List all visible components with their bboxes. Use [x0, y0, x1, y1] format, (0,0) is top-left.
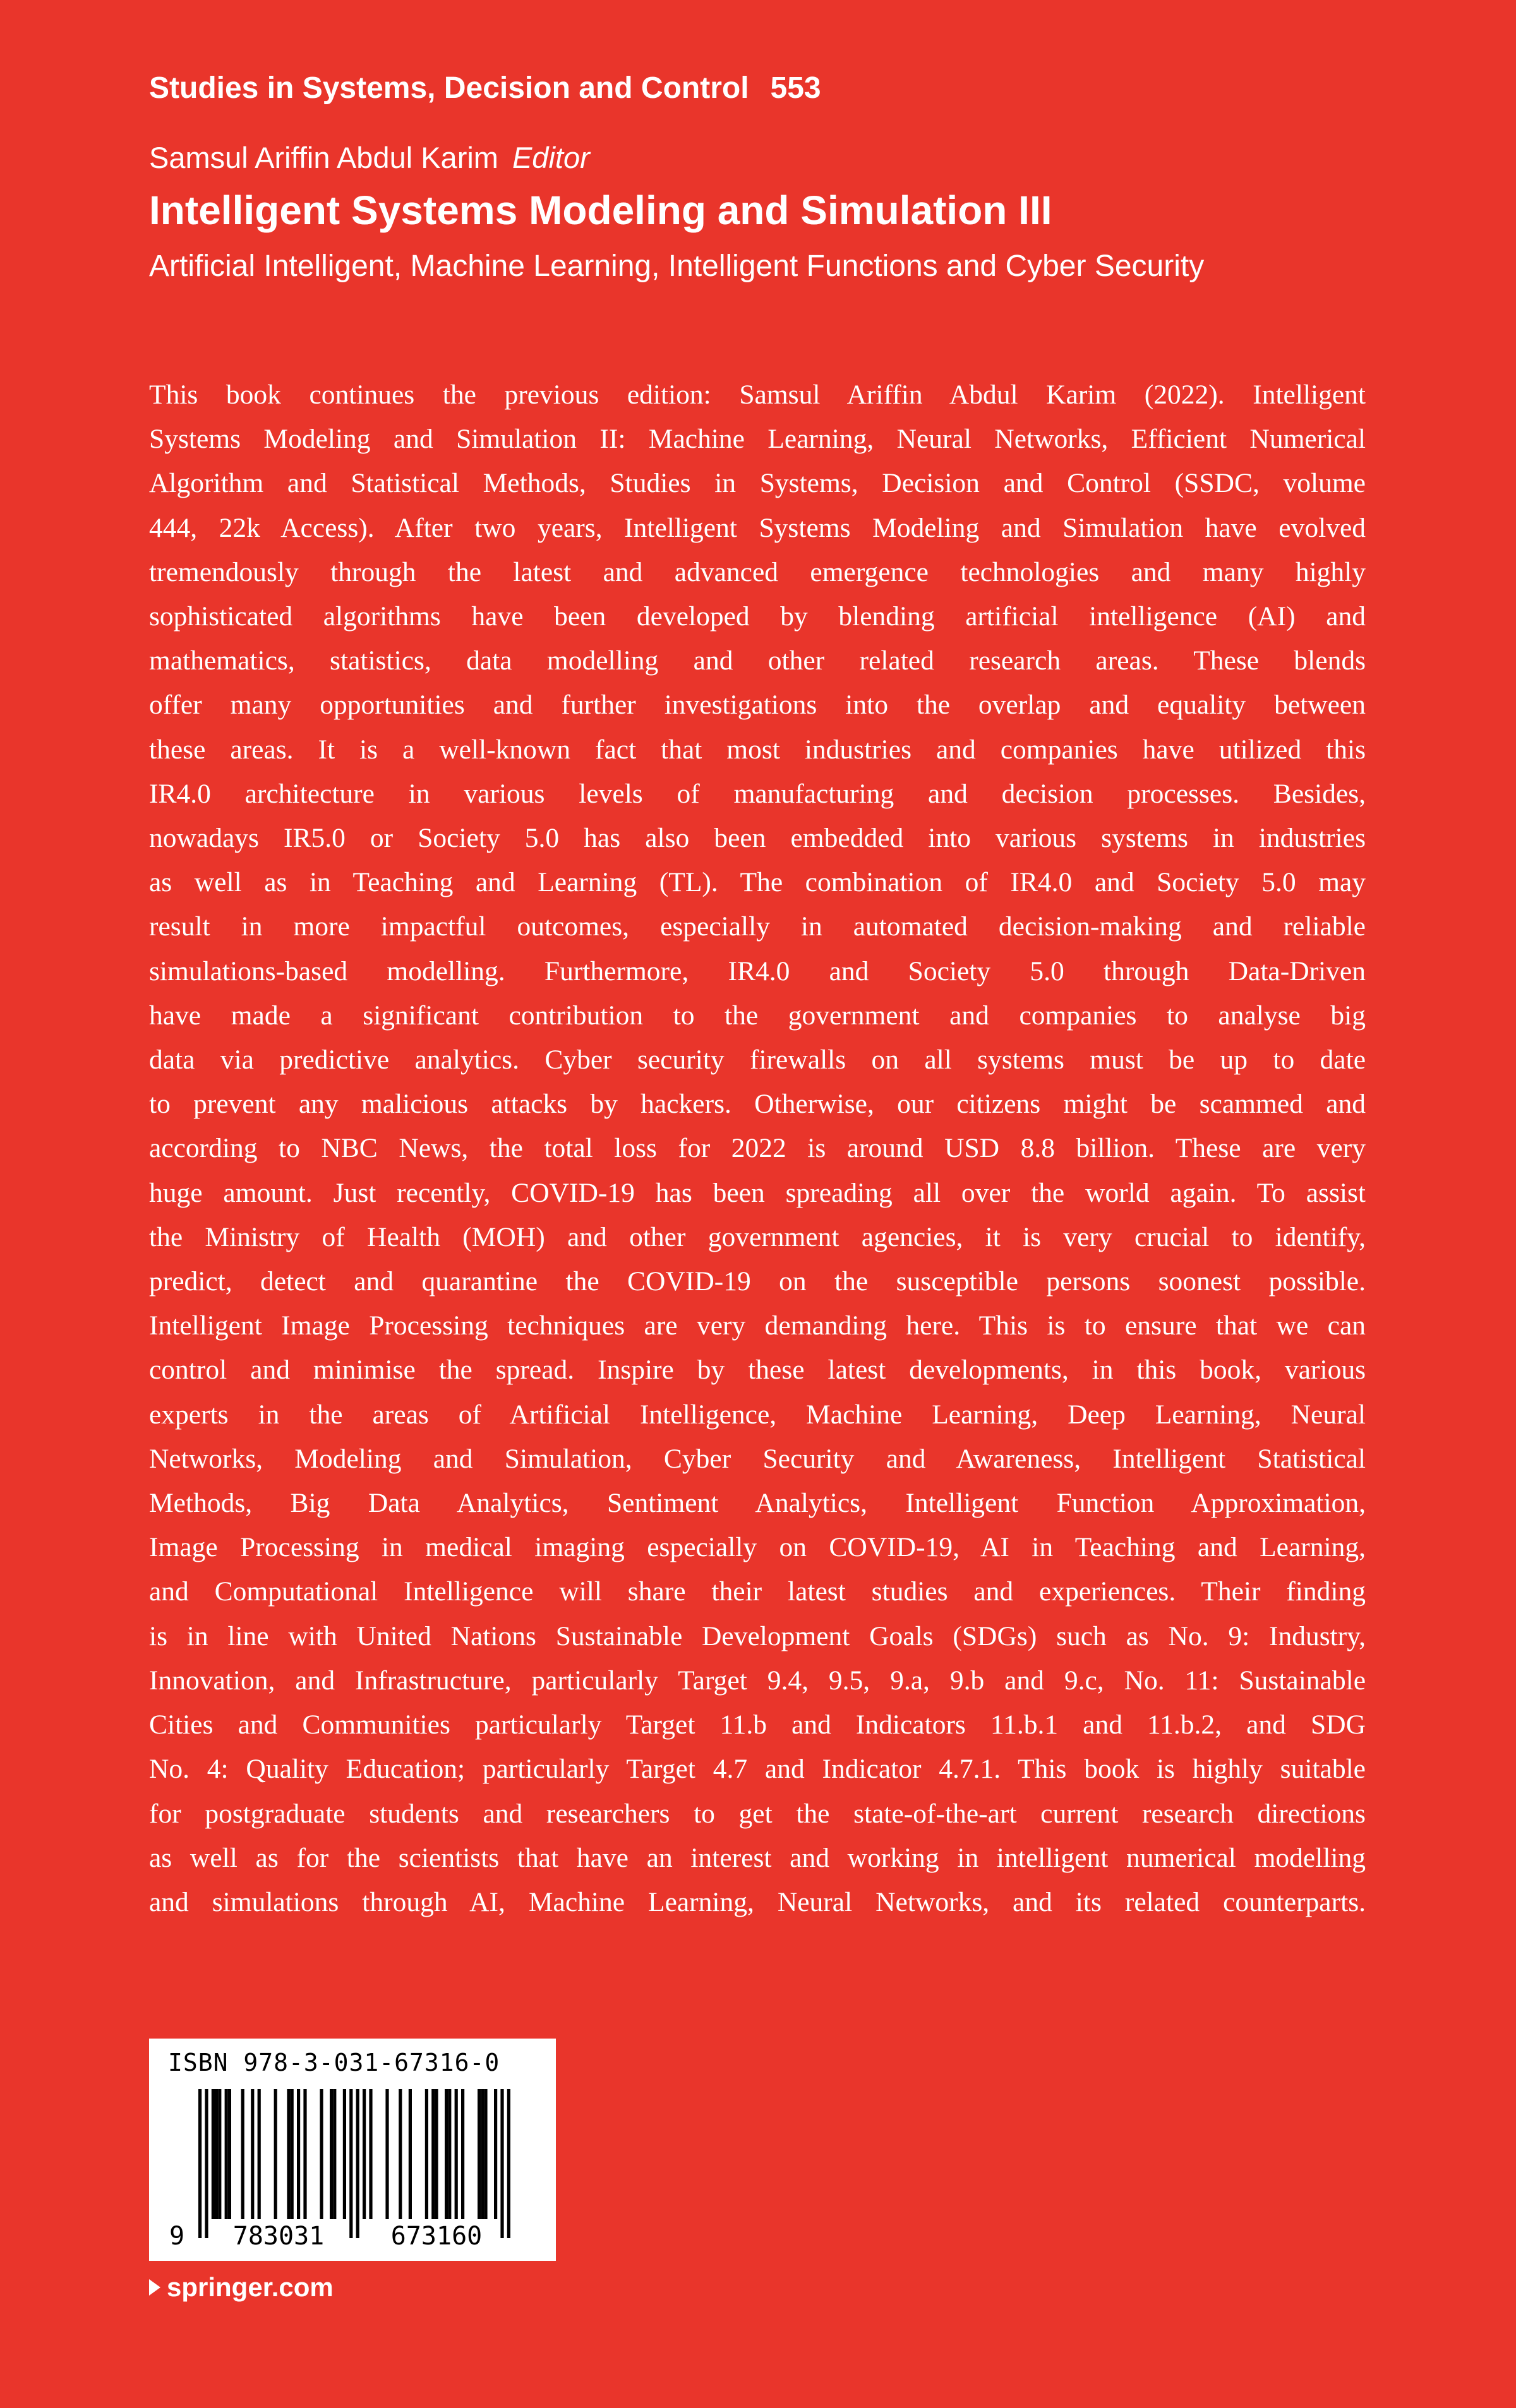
barcode-bar [205, 2089, 208, 2238]
series-line [149, 71, 821, 105]
barcode-bar [198, 2089, 202, 2238]
description-line: Cities and Communities particularly Target 11.b and Indicators 11.b.1 and 11.b.2, and SDG [149, 1710, 1366, 1740]
barcode-bar [241, 2089, 244, 2219]
description-line: Methods, Big Data Analytics, Sentiment Analytics, Intelligent Function Approximation, [149, 1488, 1366, 1519]
barcode-bar [251, 2089, 254, 2219]
description-line: to prevent any malicious attacks by hackers. Otherwise, our citizens might be scammed and [149, 1089, 1366, 1120]
publisher-url: springer.com [167, 2272, 334, 2302]
barcode-bar [212, 2089, 215, 2219]
description-line: have made a significant contribution to the government and companies to analyse big [149, 1000, 1366, 1031]
barcode-bar [448, 2089, 451, 2219]
description-line: sophisticated algorithms have been developed by blending artificial intelligence (AI) and [149, 601, 1366, 632]
editor-name: Samsul Ariffin Abdul Karim [149, 141, 498, 174]
description-line: tremendously through the latest and advanced emergence technologies and many highly [149, 556, 1366, 587]
description-line: Intelligent Image Processing techniques are very demanding here. This is to ensure that we can [149, 1310, 1366, 1341]
description-line: Innovation, and Infrastructure, particularly Target 9.4, 9.5, 9.a, 9.b and 9.c, No. 11: Sustainable [149, 1665, 1366, 1696]
barcode-bar [303, 2089, 306, 2219]
series-volume: 553 [770, 71, 821, 105]
barcode-bar [507, 2089, 510, 2238]
description-line: simulations-based modelling. Furthermore, IR4.0 and Society 5.0 through Data-Driven [149, 955, 1366, 986]
barcode-bar [455, 2089, 458, 2219]
barcode-bar [369, 2089, 372, 2219]
barcode-bar [431, 2089, 435, 2219]
barcode-bar [363, 2089, 366, 2219]
isbn-barcode-box [149, 2039, 556, 2261]
barcode-bar [435, 2089, 438, 2219]
barcode-bar [409, 2089, 412, 2219]
barcode-digits-left: 783031 [232, 2222, 325, 2251]
barcode-bar [218, 2089, 221, 2219]
barcode-graphic [149, 2039, 556, 2261]
description-line: control and minimise the spread. Inspire by these latest developments, in this book, various [149, 1355, 1366, 1386]
description-line: experts in the areas of Artificial Intelligence, Machine Learning, Deep Learning, Neural [149, 1399, 1366, 1430]
barcode-bar [399, 2089, 402, 2219]
book-description [149, 373, 1366, 1924]
barcode-digits-right: 673160 [390, 2222, 483, 2251]
publisher-link[interactable] [149, 2272, 334, 2303]
description-line: Systems Modeling and Simulation II: Machine Learning, Neural Networks, Efficient Numerical [149, 424, 1366, 455]
editor-line [149, 140, 590, 175]
barcode-bar [330, 2089, 333, 2219]
description-line: No. 4: Quality Education; particularly Target 4.7 and Indicator 4.7.1. This book is highly suitable [149, 1754, 1366, 1785]
barcode-bar [333, 2089, 336, 2219]
barcode-bar [274, 2089, 277, 2219]
description-line: for postgraduate students and researchers to get the state-of-the-art current research directions [149, 1798, 1366, 1829]
barcode-bar [478, 2089, 481, 2219]
description-line: mathematics, statistics, data modelling and other related research areas. These blends [149, 645, 1366, 676]
description-line: huge amount. Just recently, COVID-19 has been spreading all over the world again. To assist [149, 1177, 1366, 1208]
barcode-bar [494, 2089, 497, 2219]
editor-role: Editor [512, 141, 590, 174]
description-line: and Computational Intelligence will share their latest studies and experiences. Their finding [149, 1576, 1366, 1607]
description-line: This book continues the previous edition: Samsul Ariffin Abdul Karim (2022). Intelligent [149, 380, 1366, 410]
barcode-bar [258, 2089, 261, 2219]
description-line: according to NBC News, the total loss for 2022 is around USD 8.8 billion. These are very [149, 1133, 1366, 1164]
description-line: Algorithm and Statistical Methods, Studies in Systems, Decision and Control (SSDC, volume [149, 468, 1366, 499]
barcode-bar [349, 2089, 352, 2238]
description-line: as well as for the scientists that have an interest and working in intelligent numerical modelling [149, 1842, 1366, 1873]
description-line: and simulations through AI, Machine Learning, Neural Networks, and its related counterparts. [149, 1886, 1366, 1917]
barcode-digit-first: 9 [169, 2222, 185, 2251]
barcode-bar [461, 2089, 464, 2219]
description-line: Networks, Modeling and Simulation, Cyber Security and Awareness, Intelligent Statistical [149, 1443, 1366, 1474]
barcode-bar [445, 2089, 448, 2219]
description-line: data via predictive analytics. Cyber security firewalls on all systems must be up to date [149, 1045, 1366, 1075]
barcode-bar [356, 2089, 359, 2238]
barcode-bar [343, 2089, 346, 2219]
description-line: the Ministry of Health (MOH) and other government agencies, it is very crucial to identify, [149, 1221, 1366, 1252]
description-line: nowadays IR5.0 or Society 5.0 has also been embedded into various systems in industries [149, 823, 1366, 854]
description-line: Image Processing in medical imaging especially on COVID-19, AI in Teaching and Learning, [149, 1532, 1366, 1563]
barcode-bar [385, 2089, 388, 2219]
barcode-bar [215, 2089, 218, 2219]
description-line: 444, 22k Access). After two years, Intelligent Systems Modeling and Simulation have evolved [149, 512, 1366, 543]
barcode-bar [425, 2089, 428, 2219]
barcode-bar [320, 2089, 323, 2219]
description-line: IR4.0 architecture in various levels of manufacturing and decision processes. Besides, [149, 778, 1366, 809]
barcode-bar [481, 2089, 484, 2219]
arrow-right-icon [149, 2279, 160, 2296]
series-name: Studies in Systems, Decision and Control [149, 71, 749, 105]
barcode-bar [225, 2089, 228, 2219]
barcode-bar [287, 2089, 290, 2219]
barcode-bar [291, 2089, 294, 2219]
book-subtitle: Artificial Intelligent, Machine Learning, Intelligent Functions and Cyber Security [149, 249, 1205, 283]
barcode-bar [484, 2089, 487, 2219]
barcode-bar [228, 2089, 231, 2219]
isbn-number: ISBN 978-3-031-67316-0 [168, 2049, 500, 2076]
description-line: as well as in Teaching and Learning (TL). The combination of IR4.0 and Society 5.0 may [149, 867, 1366, 898]
description-line: these areas. It is a well-known fact that most industries and companies have utilized this [149, 734, 1366, 765]
barcode-bar [500, 2089, 503, 2238]
description-line: offer many opportunities and further investigations into the overlap and equality between [149, 690, 1366, 721]
book-title: Intelligent Systems Modeling and Simulation III [149, 188, 1052, 233]
description-line: predict, detect and quarantine the COVID-19 on the susceptible persons soonest possible. [149, 1266, 1366, 1297]
description-line: is in line with United Nations Sustainable Development Goals (SDGs) such as No. 9: Industry, [149, 1620, 1366, 1651]
barcode-bar [297, 2089, 300, 2219]
description-line: result in more impactful outcomes, especially in automated decision-making and reliable [149, 911, 1366, 942]
